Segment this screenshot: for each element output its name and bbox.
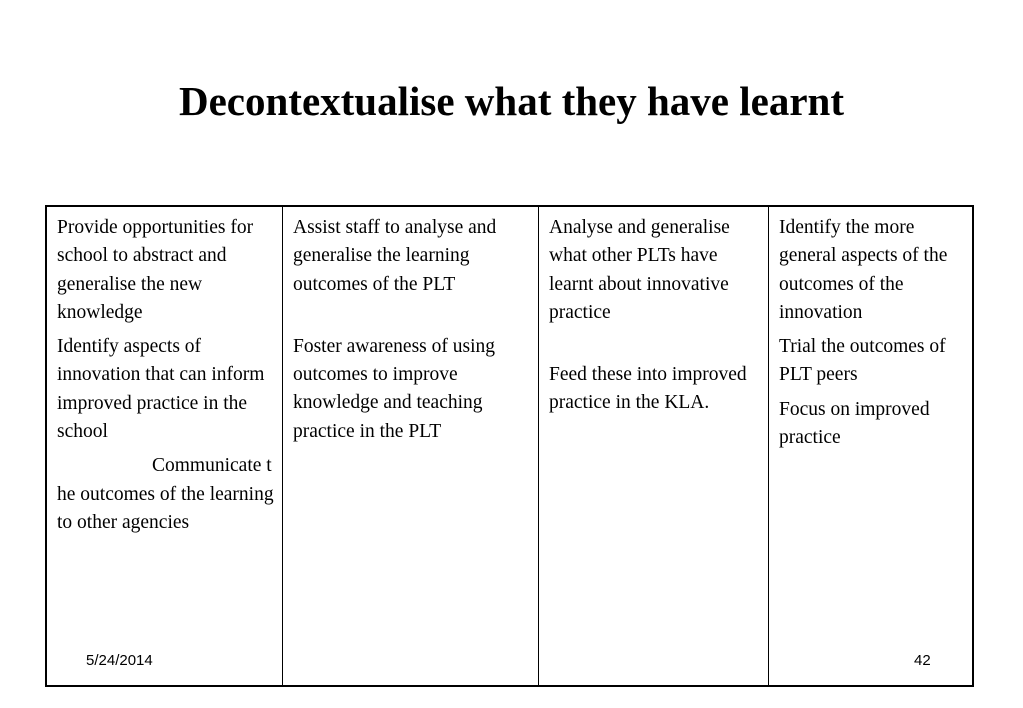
table-column-staff (282, 207, 538, 685)
table-column-school (47, 207, 282, 685)
page-number: 42 (914, 652, 931, 669)
slide-title: Decontextualise what they have learnt (178, 78, 844, 124)
column-paragraph: Assist staff to analyse and generalise the learning outcomes of the PLT (293, 217, 497, 295)
table-column-plt (768, 207, 972, 685)
column-paragraph: Trial the outcomes of PLT peers (779, 336, 946, 386)
column-paragraph: Focus on improved practice (779, 398, 930, 449)
column-paragraph: Identify aspects of innovation that can inform improved practice in the school (57, 336, 265, 443)
footer-date: 5/24/2014 (86, 652, 153, 669)
table-column-kla (538, 207, 768, 685)
column-paragraph: Analyse and generalise what other PLTs have learnt about innovative practice (549, 217, 730, 323)
column-paragraph: Communicate the outcomes of the learning to other agencies (57, 455, 274, 533)
content-table (45, 205, 974, 687)
column-paragraph: Provide opportunities for school to abstract and generalise the new knowledge (57, 217, 254, 323)
column-paragraph: Identify the more general aspects of the outcomes of the innovation (779, 217, 948, 323)
column-paragraph: Foster awareness of using outcomes to improve knowledge and teaching practice in the PLT (293, 335, 495, 442)
column-paragraph: Feed these into improved practice in the KLA. (549, 364, 747, 414)
